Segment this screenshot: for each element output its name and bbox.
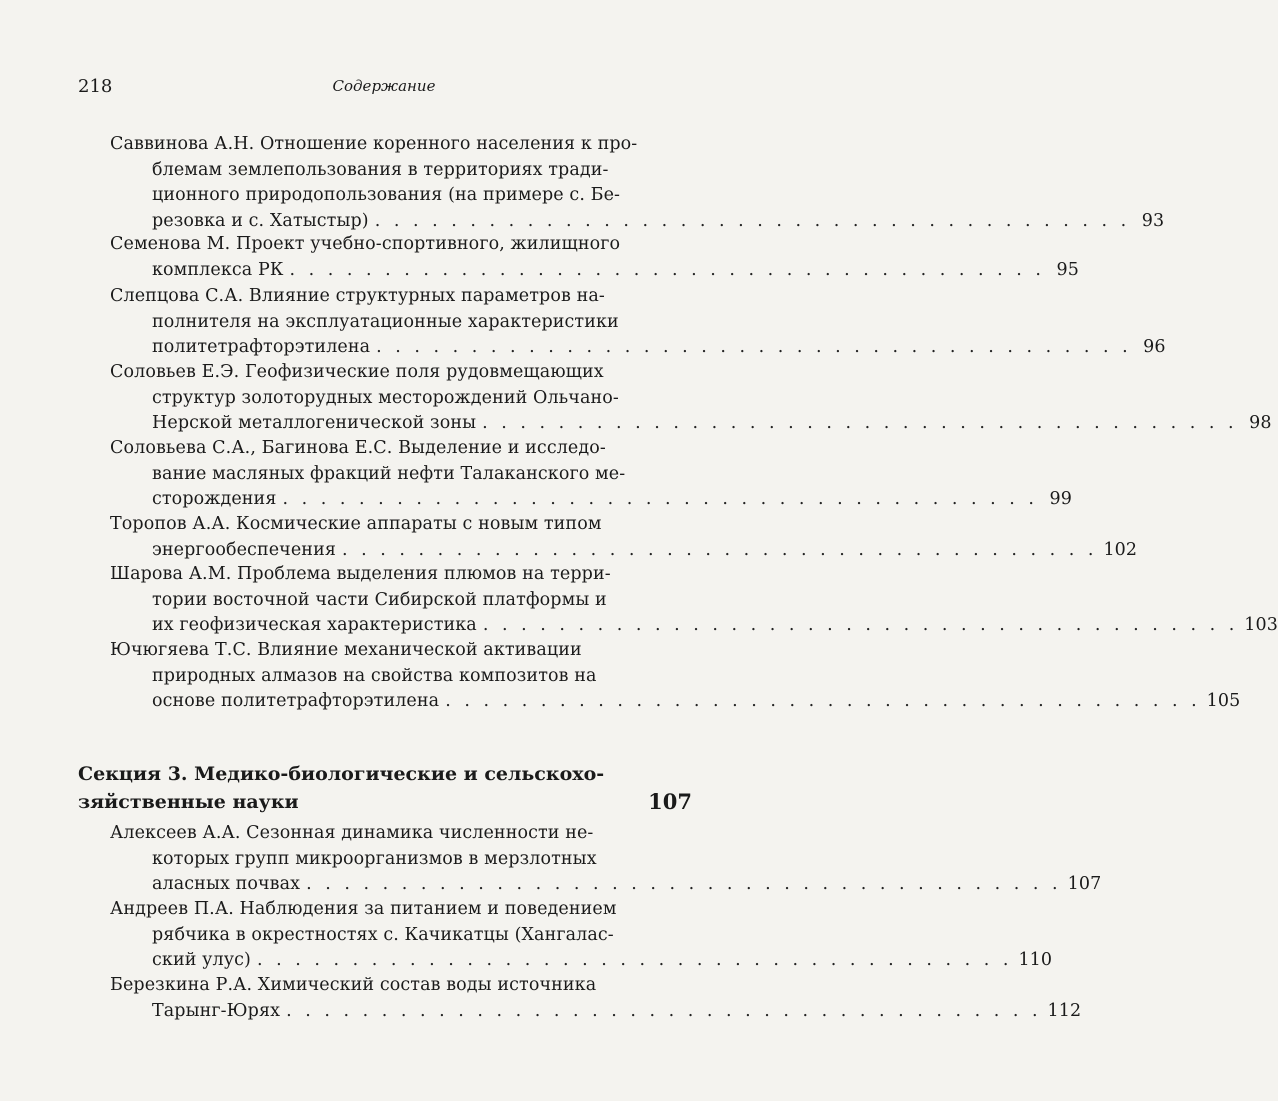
dot-leader: . . . . . . . . . . . . . . . . . . . . . . . . . . . . . . . . . . . . . . . . xyxy=(374,210,1131,231)
toc-page-number: 112 xyxy=(1047,1000,1082,1021)
toc-entry-line: природных алмазов на свойства композитов на xyxy=(152,665,597,686)
section-heading xyxy=(78,760,692,816)
dot-leader: . . . . . . . . . . . . . . . . . . . . . . . . . . . . . . . . . . . . . . . . xyxy=(482,615,1239,636)
toc-entry-line: Соловьева С.А., Багинова Е.С. Выделение и исследо- xyxy=(110,438,606,458)
toc-entry-line: вание масляных фракций нефти Талаканского ме- xyxy=(152,463,626,484)
toc-entry-line: Шарова А.М. Проблема выделения плюмов на терри- xyxy=(110,564,611,584)
toc-entry[interactable] xyxy=(110,232,1079,283)
toc-entry-last-line xyxy=(110,872,1102,898)
dot-leader: . . . . . . . . . . . . . . . . . . . . . . . . . . . . . . . . . . . . . . . . xyxy=(482,413,1238,434)
running-title: Содержание xyxy=(332,77,436,95)
toc-entry-line: энергообеспечения xyxy=(152,539,336,560)
toc-entry-line: основе политетрафторэтилена xyxy=(152,691,440,712)
toc-page-number: 95 xyxy=(1056,259,1079,280)
toc-entry-line: Семенова М. Проект учебно-спортивного, жилищного xyxy=(110,234,621,254)
toc-entry-line: полнителя на эксплуатационные характеристики xyxy=(152,311,619,332)
toc-page-number: 98 xyxy=(1249,413,1272,434)
dot-leader: . . . . . . . . . . . . . . . . . . . . . . . . . . . . . . . . . . . . . . . . xyxy=(445,691,1201,712)
toc-entry-last-line xyxy=(110,209,1165,235)
dot-leader: . . . . . . . . . . . . . . . . . . . . . . . . . . . . . . . . . . . . . . . . xyxy=(286,1000,1042,1021)
toc-page-number: 93 xyxy=(1141,210,1165,231)
toc-page-number: 107 xyxy=(1067,874,1102,895)
toc-page-number: 99 xyxy=(1049,489,1072,510)
toc-entry-line: их геофизическая характеристика xyxy=(152,615,477,636)
toc-page-number: 96 xyxy=(1143,337,1166,358)
toc-entry-last-line xyxy=(110,613,1278,639)
toc-entry[interactable] xyxy=(110,897,1053,974)
toc-entry-line: Торопов А.А. Космические аппараты с новым типом xyxy=(110,514,602,534)
section-heading-line: зяйственные науки xyxy=(78,791,299,813)
toc-entry-line: ционного природопользования (на примере с. Бе- xyxy=(152,185,621,206)
toc-entry-last-line xyxy=(110,999,1082,1025)
toc-entry-line: Саввинова А.Н. Отношение коренного населения к про- xyxy=(110,134,638,154)
dot-leader: . . . . . . . . . . . . . . . . . . . . . . . . . . . . . . . . . . . . . . . . xyxy=(341,539,1098,560)
toc-page-number: 103 xyxy=(1244,615,1278,636)
dot-leader: . . . . . . . . . . . . . . . . . . . . . . . . . . . . . . . . . . . . . . . . xyxy=(256,950,1013,971)
toc-entry-line: комплекса РК xyxy=(152,259,284,280)
toc-entry[interactable] xyxy=(110,562,1278,639)
toc-entry-last-line xyxy=(110,538,1138,564)
toc-entry-line: сторождения xyxy=(152,489,277,510)
toc-entry-last-line xyxy=(110,487,1072,513)
toc-entry[interactable] xyxy=(110,821,1102,898)
toc-entry-line: Березкина Р.А. Химический состав воды источника xyxy=(110,975,597,995)
toc-entry[interactable] xyxy=(110,360,1272,437)
toc-entry[interactable] xyxy=(110,638,1241,715)
toc-entry[interactable] xyxy=(110,973,1082,1024)
dot-leader: . . . . . . . . . . . . . . . . . . . . . . . . . . . . . . . . . . . . . . . . xyxy=(376,337,1132,358)
toc-page-number: 105 xyxy=(1206,691,1241,712)
toc-entry-last-line xyxy=(110,335,1166,361)
section-heading-line: Секция 3. Медико-биологические и сельскохо- xyxy=(78,763,605,785)
toc-entry-line: структур золоторудных месторождений Ольчано- xyxy=(152,387,619,408)
toc-entry[interactable] xyxy=(110,436,1072,513)
toc-entry-line: резовка и с. Хатыстыр) xyxy=(152,210,369,231)
toc-entry-line: политетрафторэтилена xyxy=(152,337,371,358)
toc-entry-line: блемам землепользования в территориях тради- xyxy=(152,159,609,180)
toc-entry-line: рябчика в окрестностях с. Качикатцы (Хангалас- xyxy=(152,924,614,945)
dot-leader: . . . . . . . . . . . . . . . . . . . . . . . . . . . . . . . . . . . . . . . . xyxy=(282,489,1038,510)
dot-leader: . . . . . . . . . . . . . . . . . . . . . . . . . . . . . . . . . . . . . . . . xyxy=(306,874,1062,895)
page-number: 218 xyxy=(78,76,113,97)
toc-entry[interactable] xyxy=(110,284,1166,361)
toc-entry-line: Нерской металлогенической зоны xyxy=(152,413,477,434)
toc-entry-line: ский улус) xyxy=(152,950,251,971)
toc-page-number: 110 xyxy=(1018,950,1053,971)
toc-entry-line: Ючюгяева Т.С. Влияние механической активации xyxy=(110,640,582,660)
toc-entry-last-line xyxy=(110,411,1272,437)
section-page-number: 107 xyxy=(648,789,692,814)
toc-entry-last-line xyxy=(110,258,1079,284)
toc-entry-line: которых групп микроорганизмов в мерзлотных xyxy=(152,848,597,869)
toc-entry[interactable] xyxy=(110,512,1138,563)
toc-entry-line: тории восточной части Сибирской платформы и xyxy=(152,589,607,610)
toc-entry-line: Тарынг-Юрях xyxy=(152,1000,281,1021)
toc-entry[interactable] xyxy=(110,132,1165,234)
running-head xyxy=(78,76,690,100)
toc-entry-line: Соловьев Е.Э. Геофизические поля рудовмещающих xyxy=(110,362,604,382)
toc-entry-last-line xyxy=(110,689,1241,715)
toc-page-number: 102 xyxy=(1103,539,1138,560)
toc-entry-line: Андреев П.А. Наблюдения за питанием и поведением xyxy=(110,899,617,919)
toc-entry-last-line xyxy=(110,948,1053,974)
toc-entry-line: аласных почвах xyxy=(152,874,301,895)
toc-entry-line: Алексеев А.А. Сезонная динамика численности не- xyxy=(110,823,594,843)
toc-entry-line: Слепцова С.А. Влияние структурных параметров на- xyxy=(110,286,605,306)
dot-leader: . . . . . . . . . . . . . . . . . . . . . . . . . . . . . . . . . . . . . . . . xyxy=(289,259,1045,280)
